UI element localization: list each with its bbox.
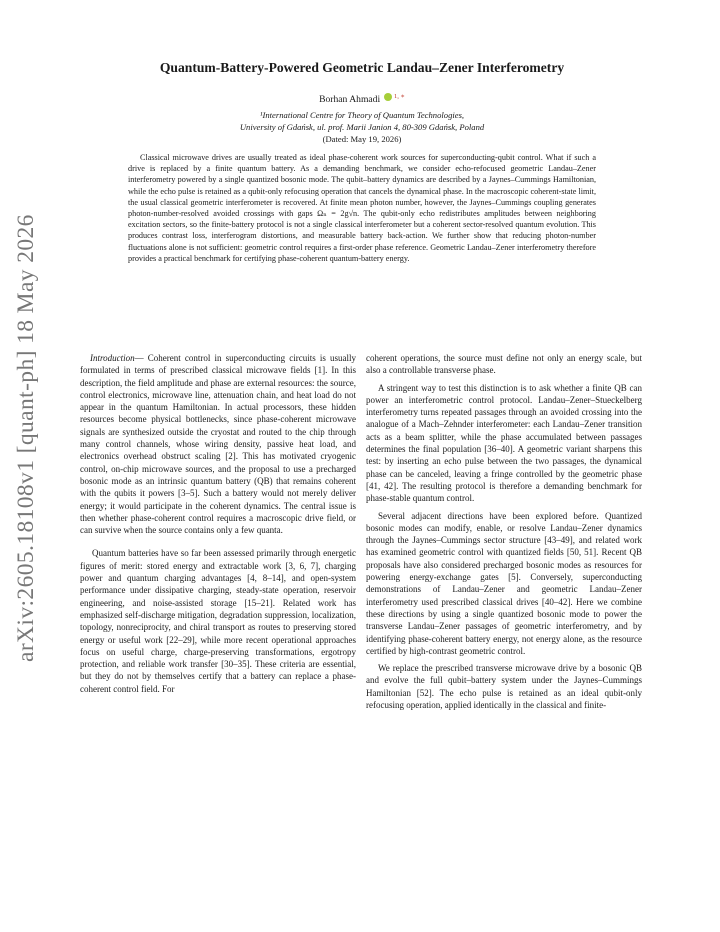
right-paragraph-4: We replace the prescribed transverse microwave drive by a bosonic QB and evolve the full qubit–battery system under the Jaynes–Cummings Hamiltonian [52]. The echo pulse is retained as an ideal qubit-only refocusing operation, applied identically in the classical and finite- [366, 663, 642, 711]
arxiv-sidebar-stamp: arXiv:2605.18108v1 [quant-ph] 18 May 2026 [13, 214, 39, 662]
left-column [80, 352, 356, 700]
intro-paragraph-1-text: Coherent control in superconducting circuits is usually formulated in terms of prescribed classical microwave fields [1]. In this description, the field amplitude and phase are external resources: the source, control electronics, microwave line, attenuation chain, and heat load do not appear in the quantum Hamiltonian. In actual processors, these hidden resources become physical bottlenecks, since phase-coherent microwave signals are synthesized outside the cryostat and routed to the chip through many control channels, whose wiring density, passive heat load, and electronics overhead obstruct scaling [2]. This has motivated cryogenic control, on-chip microwave sources, and the proposal to use a precharged bosonic mode as an intrinsic quantum battery (QB) that remains coherent with the qubits it powers [3–5]. Such a battery would not merely deliver energy; it would participate in the coherent dynamics. The central issue is then whether phase-coherent control requires a macroscopic drive field, or can survive when the source contains only a few quanta. [80, 353, 356, 536]
affiliation-line-1: ¹International Centre for Theory of Quantum Technologies, [259, 110, 465, 120]
dated-line: (Dated: May 19, 2026) [322, 134, 402, 144]
right-column [366, 352, 642, 716]
intro-paragraph-2: Quantum batteries have so far been assessed primarily through energetic figures of merit: stored energy and extractable work [3, 6, 7], charging power and quantum charging advantages [4, 8–14], and open-system performance under dissipative charging, steady-state operation, reservoir engineering, and noise-assisted storage [15–21]. Related work has emphasized self-discharge mitigation, degradation suppression, localization, topology, nonreciprocity, and chiral transport as routes to preserving stored energy or useful work [22–29], while more recent operational approaches focus on useful charge, charge-preserving transformations, ergotropy protection, and reliable work transfer [30–35]. These criteria are essential, but they do not by themselves certify that a battery can replace a phase-coherent control field. For [80, 548, 356, 694]
paper-title: Quantum-Battery-Powered Geometric Landau–Zener Interferometry [159, 60, 565, 75]
right-paragraph-2: A stringent way to test this distinction is to ask whether a finite QB can power an interferometric control protocol. Landau–Zener–Stueckelberg interferometry turns repeated passages through an avoided crossing into the analogue of a Mach–Zehnder interferometer: each Landau–Zener transition acts as a beam splitter, while the phase accumulated between passages determines the final population [36–40]. A geometric variant sharpens this test: by inserting an echo pulse between the two passages, the dynamical phase can be canceled, leaving a fringe controlled by the geometric phase [41, 42]. The resulting protocol is therefore a demanding benchmark for phase-stable quantum control. [366, 382, 642, 504]
right-paragraph-1: coherent operations, the source must define not only an energy scale, but also a controllable transverse phase. [366, 353, 642, 376]
author-footnote-mark[interactable]: 1, ∗ [393, 93, 405, 100]
intro-paragraph-1 [80, 352, 356, 536]
section-heading-separator: — [134, 353, 148, 363]
author-name: Borhan Ahmadi [319, 94, 381, 105]
orcid-icon[interactable] [384, 93, 392, 101]
right-paragraph-3: Several adjacent directions have been explored before. Quantized bosonic modes can modify, enable, or resolve Landau–Zener dynamics through the Jaynes–Cummings sector structure [43–49], and related work has examined geometric control with quantized fields [50, 51]. Recent QB proposals have also considered precharged bosonic modes as resources for powering energy-exchange gates [5]. Conversely, superconducting demonstrations of Landau–Zener and geometric Landau–Zener interferometry used prescribed classical drives [40–42]. Here we combine these directions by using a single quantized bosonic mode to power the transverse Landau–Zener passages of geometric interferometry, and by identifying phase-coherent battery energy, not energy alone, as the resource certified by high-contrast geometric control. [366, 510, 642, 656]
affiliation [80, 109, 644, 133]
section-heading-introduction: Introduction [90, 353, 135, 363]
abstract: Classical microwave drives are usually treated as ideal phase-coherent work sources for superconducting-qubit control. What if such a drive is replaced by a finite quantum battery. As a demanding benchmark, we consider echo-refocused geometric Landau–Zener interferometry powered by a single quantized bosonic mode. The qubit–battery dynamics are described by a Jaynes–Cummings Hamiltonian, while the echo pulse is retained as a qubit-only refocusing operation that cancels the dynamical phase. In the macroscopic coherent-state limit, the usual classical geometric interferometer is recovered. At finite mean photon number, however, the Jaynes–Cummings coupling generates photon-number-resolved avoided crossings with gaps Ωₙ = 2g√n. The qubit-only echo redistributes amplitudes between neighboring excitation sectors, so the finite-battery protocol is not a single classical interferometer but a coherent sector-resolved quantum evolution. This produces contrast loss, interferogram distortions, and measurable battery back-action. We further show that reducing photon-number fluctuations alone is not sufficient: geometric control requires a first-order phase reference. Geometric Landau–Zener interferometry therefore provides a practical benchmark for certifying phase-coherent quantum-battery energy. [128, 153, 596, 263]
author-line [80, 92, 644, 105]
affiliation-line-2: University of Gdańsk, ul. prof. Marii Janion 4, 80-309 Gdańsk, Poland [239, 122, 485, 132]
